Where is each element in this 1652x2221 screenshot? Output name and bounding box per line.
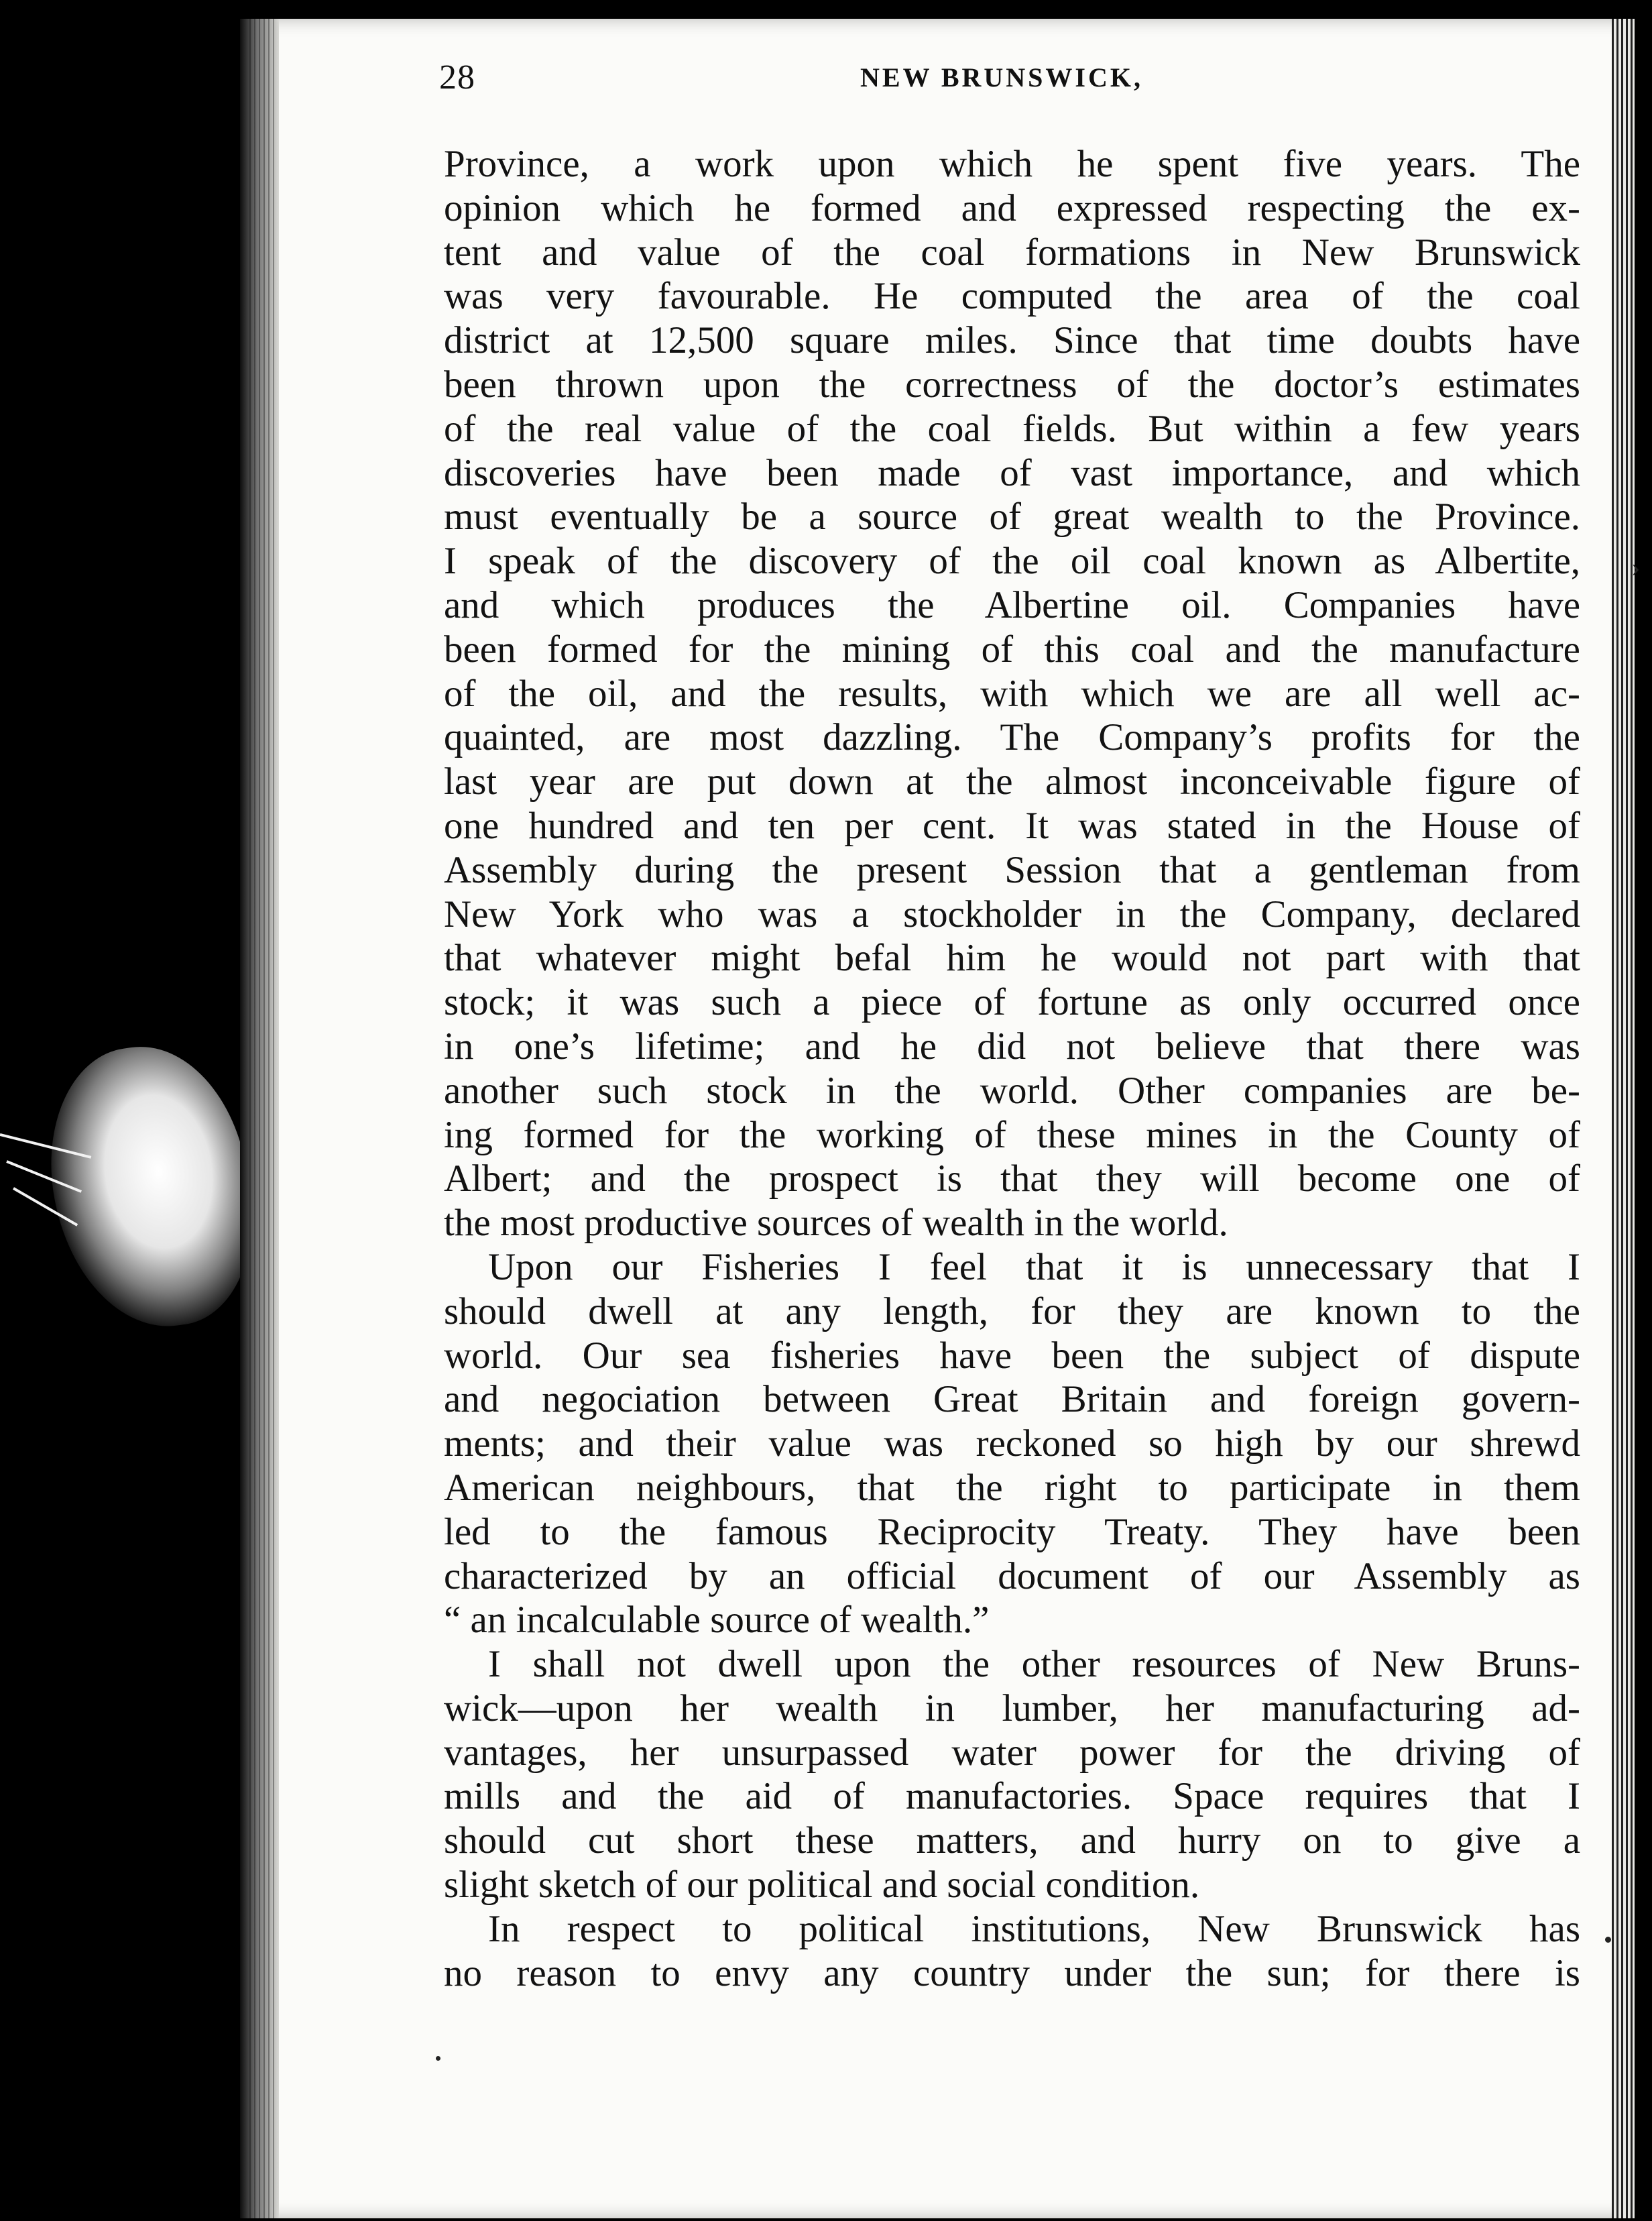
text-line: opinion which he formed and expressed respecting the ex- bbox=[444, 186, 1580, 229]
text-line: vantages, her unsurpassed water power for the driving of bbox=[444, 1731, 1580, 1774]
text-line: world. Our sea fisheries have been the subject of dispute bbox=[444, 1334, 1580, 1377]
text-line: mills and the aid of manufactories. Space requires that I bbox=[444, 1775, 1580, 1818]
body-text bbox=[444, 142, 1580, 1995]
text-line: I shall not dwell upon the other resources of New Bruns- bbox=[488, 1643, 1580, 1686]
text-line: in one’s lifetime; and he did not believe that there was bbox=[444, 1025, 1580, 1068]
running-head: NEW BRUNSWICK, bbox=[860, 62, 1143, 93]
text-line: should dwell at any length, for they are known to the bbox=[444, 1290, 1580, 1332]
text-line: that whatever might befal him he would not part with that bbox=[444, 937, 1580, 980]
text-line: tent and value of the coal formations in New Brunswick bbox=[444, 231, 1580, 274]
margin-mark: › bbox=[1631, 552, 1641, 582]
text-line: quainted, are most dazzling. The Company’s profits for the bbox=[444, 716, 1580, 759]
page-header bbox=[439, 58, 1646, 111]
text-line: been thrown upon the correctness of the doctor’s estimates bbox=[444, 363, 1580, 406]
text-line: and negociation between Great Britain and foreign govern- bbox=[444, 1378, 1580, 1421]
text-line: In respect to political institutions, New Brunswick has bbox=[488, 1907, 1580, 1950]
text-line: been formed for the mining of this coal and the manufacture bbox=[444, 628, 1580, 671]
text-line: district at 12,500 square miles. Since that time doubts have bbox=[444, 319, 1580, 362]
text-line: of the oil, and the results, with which we are all well ac- bbox=[444, 672, 1580, 715]
text-line: one hundred and ten per cent. It was stated in the House of bbox=[444, 804, 1580, 847]
text-line: no reason to envy any country under the sun; for there is bbox=[444, 1951, 1580, 1994]
text-line: “ an incalculable source of wealth.” bbox=[444, 1599, 990, 1642]
text-line: slight sketch of our political and social condition. bbox=[444, 1864, 1200, 1906]
margin-dot bbox=[436, 2056, 440, 2061]
text-line: should cut short these matters, and hurry on to give a bbox=[444, 1819, 1580, 1862]
text-line: I speak of the discovery of the oil coal known as Albertite, bbox=[444, 540, 1580, 583]
text-line: of the real value of the coal fields. But within a few years bbox=[444, 407, 1580, 450]
text-line: Upon our Fisheries I feel that it is unnecessary that I bbox=[488, 1245, 1580, 1288]
text-line: characterized by an official document of our Assembly as bbox=[444, 1554, 1580, 1597]
margin-dot bbox=[1605, 1937, 1611, 1943]
spine-shadow bbox=[249, 19, 276, 2218]
text-line: last year are put down at the almost inconceivable figure of bbox=[444, 760, 1580, 803]
text-line: was very favourable. He computed the area of the coal bbox=[444, 275, 1580, 318]
page-edge bbox=[1612, 19, 1635, 2218]
text-line: wick—upon her wealth in lumber, her manufacturing ad- bbox=[444, 1687, 1580, 1729]
text-line: the most productive sources of wealth in the world. bbox=[444, 1202, 1228, 1245]
text-line: and which produces the Albertine oil. Companies have bbox=[444, 583, 1580, 626]
text-line: ing formed for the working of these mines in the County of bbox=[444, 1113, 1580, 1156]
page-number: 28 bbox=[439, 58, 475, 97]
text-line: New York who was a stockholder in the Company, declared bbox=[444, 893, 1580, 935]
text-line: Assembly during the present Session that a gentleman from bbox=[444, 848, 1580, 891]
text-line: must eventually be a source of great wealth to the Province. bbox=[444, 496, 1580, 538]
text-line: discoveries have been made of vast importance, and which bbox=[444, 451, 1580, 494]
text-line: stock; it was such a piece of fortune as only occurred once bbox=[444, 981, 1580, 1024]
text-line: another such stock in the world. Other companies are be- bbox=[444, 1069, 1580, 1112]
text-line: led to the famous Reciprocity Treaty. They have been bbox=[444, 1510, 1580, 1553]
text-line: ments; and their value was reckoned so high by our shrewd bbox=[444, 1422, 1580, 1465]
text-line: American neighbours, that the right to participate in them bbox=[444, 1466, 1580, 1509]
text-line: Province, a work upon which he spent five years. The bbox=[444, 143, 1580, 185]
text-line: Albert; and the prospect is that they will become one of bbox=[444, 1157, 1580, 1200]
